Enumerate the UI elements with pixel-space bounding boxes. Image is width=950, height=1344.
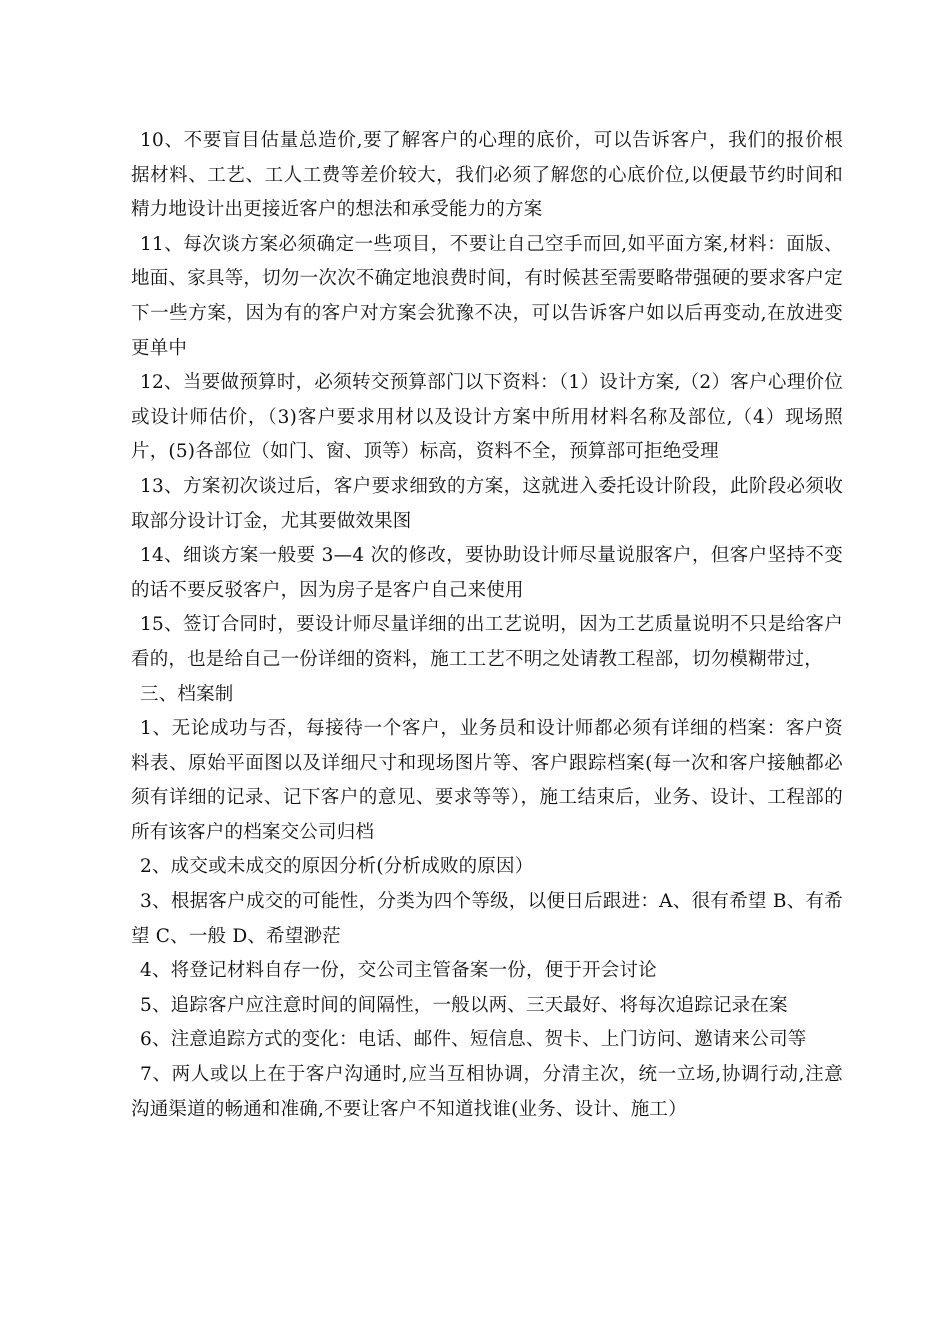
- archive-item-5: 5、追踪客户应注意时间的间隔性，一般以两、三天最好、将每次追踪记录在案: [140, 994, 788, 1016]
- document-page: [131, 124, 843, 1127]
- archive-item-3: 3、根据客户成交的可能性，分类为四个等级，以便日后跟进：A、很有希望 B、有希望 C、一般 D、希望渺茫: [131, 891, 843, 947]
- archive-item-1: 1、无论成功与否，每接待一个客户，业务员和设计师都必须有详细的档案：客户资料表、原始平面图以及详细尺寸和现场图片等、客户跟踪档案(每一次和客户接触都必须有详细的记录、记下客户的意见、要求等等），施工结束后，业务、设计、工程部的所有该客户的档案交公司归档: [131, 718, 843, 843]
- paragraph-item-15: 15、签订合同时，要设计师尽量详细的出工艺说明，因为工艺质量说明不只是给客户看的，也是给自己一份详细的资料，施工工艺不明之处请教工程部，切勿模糊带过，: [131, 614, 843, 670]
- paragraph-item-13: 13、方案初次谈过后，客户要求细致的方案，这就进入委托设计阶段，此阶段必须收取部分设计订金，尤其要做效果图: [131, 475, 843, 532]
- archive-item-6: 6、注意追踪方式的变化：电话、邮件、短信息、贺卡、上门访问、邀请来公司等: [140, 1029, 807, 1051]
- archive-item-4: 4、将登记材料自存一份，交公司主管备案一份，便于开会讨论: [140, 960, 657, 982]
- archive-item-2: 2、成交或未成交的原因分析(分析成败的原因）: [140, 856, 534, 878]
- paragraph-item-11: 11、每次谈方案必须确定一些项目，不要让自己空手而回,如平面方案,材料：面版、地面、家具等，切勿一次次不确定地浪费时间，有时候甚至需要略带强硬的要求客户定下一些方案，因为有的客户对方案会犹豫不决，可以告诉客户如以后再变动,在放进变更单中: [131, 233, 843, 359]
- paragraph-item-12: 12、当要做预算时，必须转交预算部门以下资料：（1）设计方案,（2）客户心理价位或设计师估价，（3)客户要求用材以及设计方案中所用材料名称及部位,（4）现场照片，(5)各部位（如门、窗、顶等）标高，资料不全，预算部可拒绝受理: [131, 372, 843, 463]
- paragraph-item-14: 14、细谈方案一般要 3—4 次的修改，要协助设计师尽量说服客户，但客户坚持不变的话不要反驳客户，因为房子是客户自己来使用: [131, 545, 843, 601]
- paragraph-item-10: 10、不要盲目估量总造价,要了解客户的心理的底价，可以告诉客户，我们的报价根据材料、工艺、工人工费等差价较大，我们必须了解您的心底价位,以便最节约时间和精力地设计出更接近客户的想法和承受能力的方案: [131, 130, 843, 221]
- section-heading-archive: 三、档案制: [140, 683, 234, 705]
- archive-item-7: 7、两人或以上在于客户沟通时,应当互相协调，分清主次，统一立场,协调行动,注意沟通渠道的畅通和准确,不要让客户不知道找谁(业务、设计、施工）: [131, 1064, 843, 1120]
